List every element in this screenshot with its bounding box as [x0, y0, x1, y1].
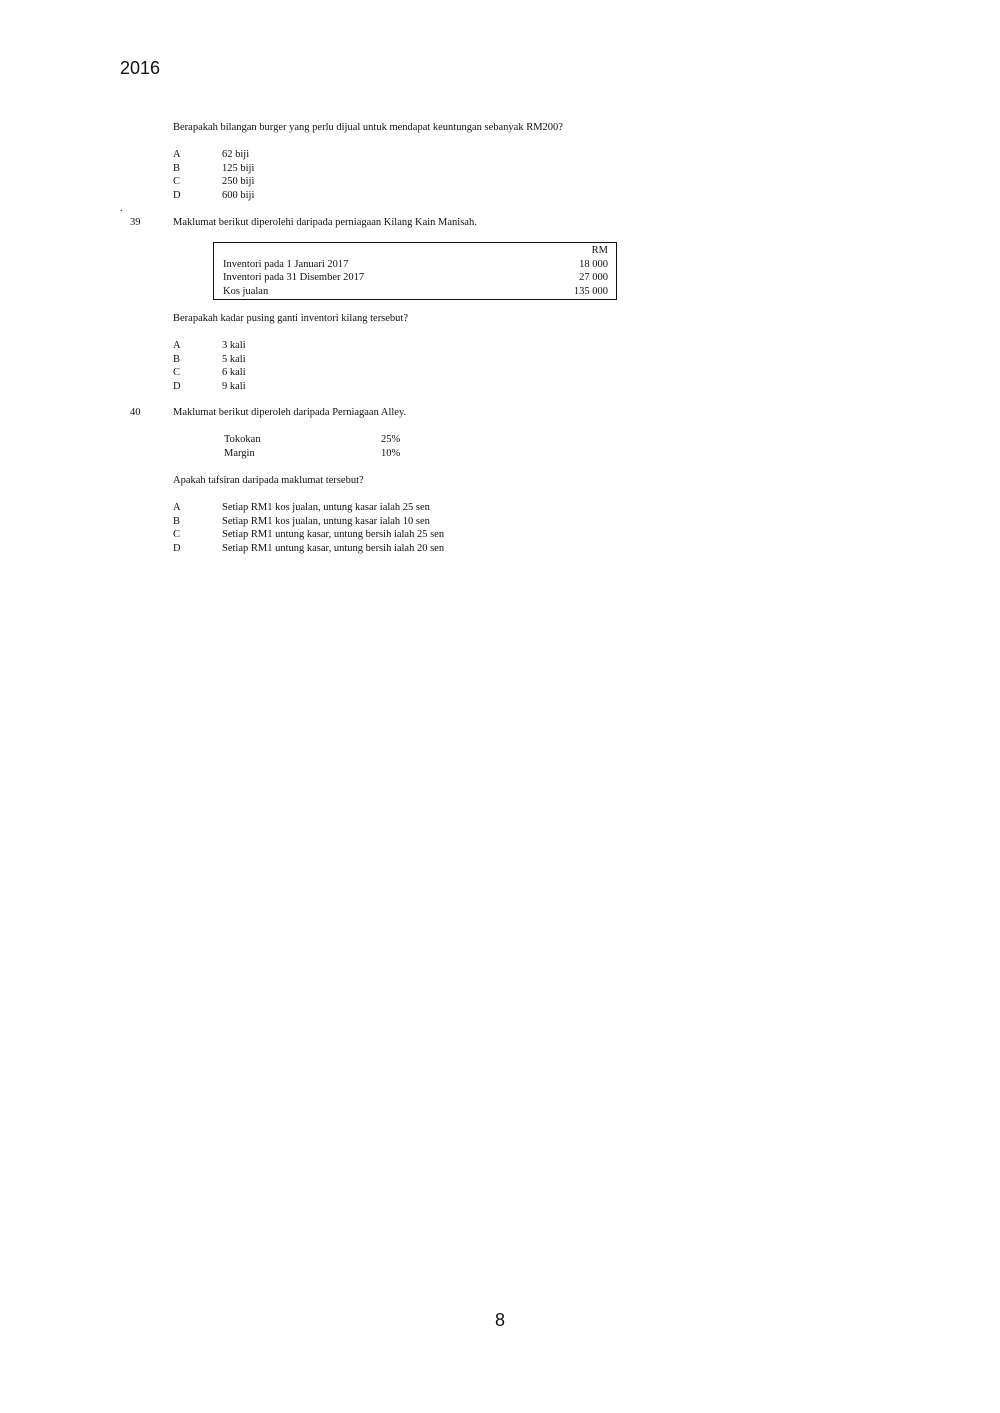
q40-number: 40	[130, 407, 141, 418]
option-text: Setiap RM1 untung kasar, untung bersih ialah 20 sen	[222, 542, 445, 554]
row-label: Kos jualan	[223, 285, 269, 297]
q39-options	[173, 339, 246, 393]
option-text: 5 kali	[222, 353, 246, 365]
option-letter: C	[173, 367, 181, 378]
row-value: 27 000	[579, 272, 608, 283]
q38-options	[173, 148, 254, 202]
option-a[interactable]	[173, 339, 246, 353]
option-letter: A	[173, 149, 181, 160]
option-b[interactable]	[173, 515, 444, 529]
option-letter: D	[173, 380, 181, 392]
markup-margin-info	[224, 433, 400, 461]
option-text: Setiap RM1 kos jualan, untung kasar ialah 25 sen	[222, 502, 430, 513]
option-letter: D	[173, 542, 181, 554]
option-c[interactable]	[173, 175, 254, 189]
option-letter: B	[173, 353, 181, 365]
row-value: 18 000	[579, 258, 608, 270]
q39-question: Berapakah kadar pusing ganti inventori kilang tersebut?	[173, 313, 409, 324]
info-value: 10%	[381, 448, 401, 459]
option-letter: C	[173, 176, 181, 187]
option-text: 9 kali	[222, 380, 246, 392]
info-label: Tokokan	[224, 434, 261, 445]
option-letter: A	[173, 502, 181, 513]
info-row	[224, 433, 400, 447]
option-letter: D	[173, 189, 181, 201]
option-d[interactable]	[173, 189, 254, 203]
q40-options	[173, 501, 444, 555]
option-b[interactable]	[173, 162, 254, 176]
row-label: Inventori pada 1 Januari 2017	[223, 258, 349, 270]
option-letter: A	[173, 340, 181, 351]
option-text: 6 kali	[222, 367, 246, 378]
q38-stem: Berapakah bilangan burger yang perlu dijual untuk mendapat keuntungan sebanyak RM200?	[173, 122, 563, 133]
option-letter: B	[173, 162, 181, 174]
option-a[interactable]	[173, 148, 254, 162]
option-text: 600 biji	[222, 189, 255, 201]
option-text: 3 kali	[222, 340, 246, 351]
page-header-year: 2016	[120, 58, 161, 78]
row-label: Inventori pada 31 Disember 2017	[223, 272, 365, 283]
table-header-row	[223, 244, 608, 258]
option-letter: C	[173, 529, 181, 540]
option-text: 250 biji	[222, 176, 255, 187]
info-label: Margin	[224, 448, 255, 459]
option-text: 62 biji	[222, 149, 250, 160]
option-text: Setiap RM1 kos jualan, untung kasar ialah 10 sen	[222, 515, 430, 527]
info-value: 25%	[381, 434, 401, 445]
row-value: 135 000	[573, 285, 608, 297]
option-text: Setiap RM1 untung kasar, untung bersih ialah 25 sen	[222, 529, 445, 540]
inventory-table	[213, 242, 617, 300]
table-row	[223, 285, 608, 299]
option-d[interactable]	[173, 542, 444, 556]
q39-number: 39	[130, 217, 141, 228]
table-row	[223, 258, 608, 272]
page-number: 8	[494, 1310, 505, 1330]
unit-header: RM	[591, 245, 608, 256]
option-a[interactable]	[173, 501, 444, 515]
option-b[interactable]	[173, 353, 246, 367]
stray-mark: .	[120, 203, 123, 214]
option-text: 125 biji	[222, 162, 255, 174]
table-row	[223, 271, 608, 285]
option-d[interactable]	[173, 380, 246, 394]
q39-stem: Maklumat berikut diperolehi daripada perniagaan Kilang Kain Manisah.	[173, 217, 477, 228]
option-letter: B	[173, 515, 181, 527]
option-c[interactable]	[173, 528, 444, 542]
q40-question: Apakah tafsiran daripada maklumat tersebut?	[173, 475, 364, 486]
option-c[interactable]	[173, 366, 246, 380]
q40-stem: Maklumat berikut diperoleh daripada Perniagaan Alley.	[173, 407, 407, 418]
info-row	[224, 447, 400, 461]
